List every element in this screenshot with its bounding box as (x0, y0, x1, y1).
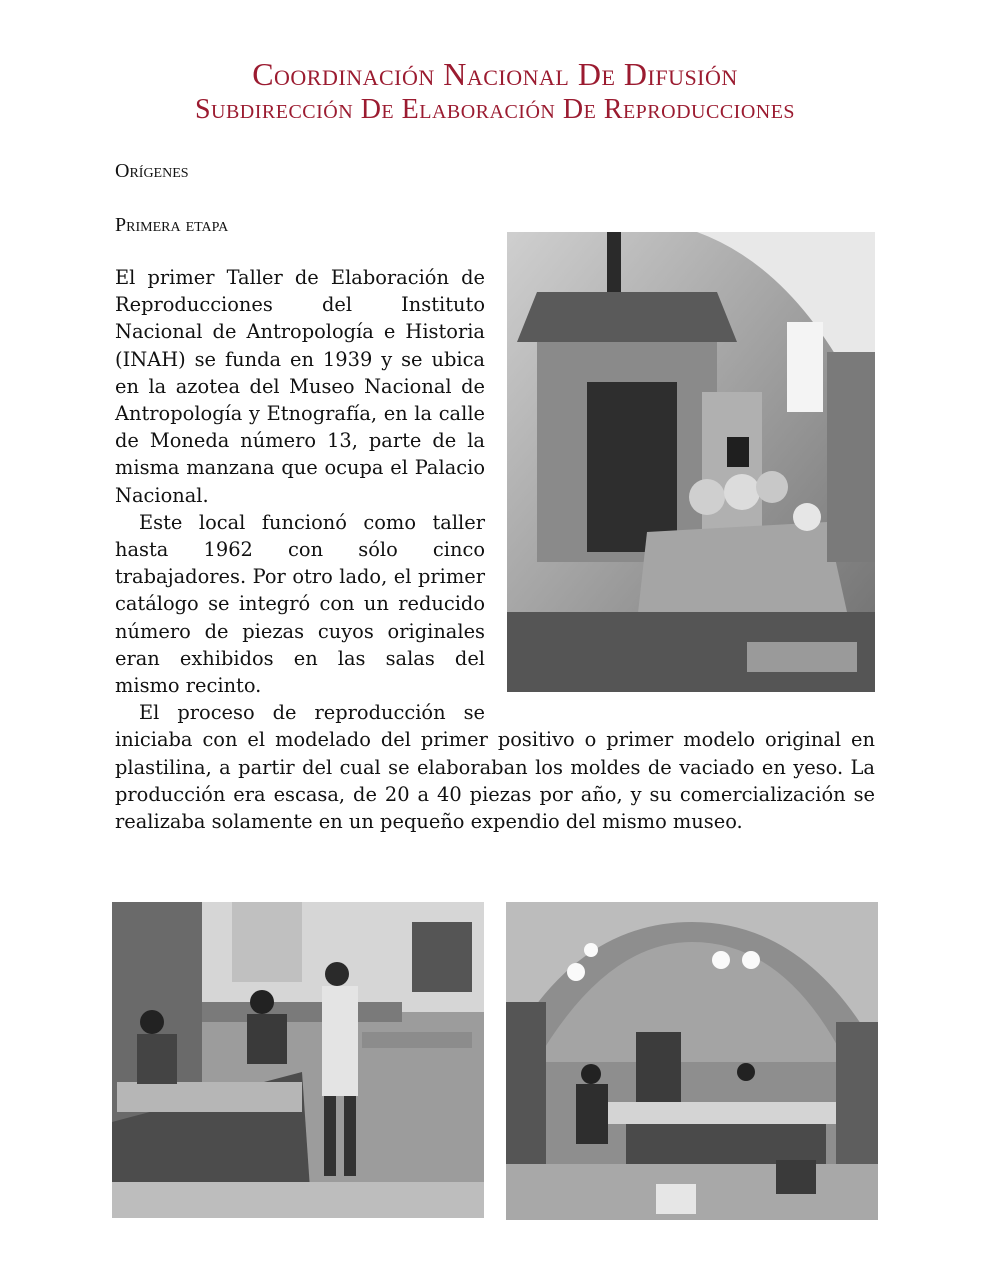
body-text (115, 264, 875, 835)
kiln-photo (507, 232, 875, 692)
page-header (0, 56, 990, 128)
paragraph-2: Este local funcionó como taller hasta 1962 con sólo cinco trabajadores. Por otro lado, el primer catálogo se integró con un reducido número de piezas cuyos originales eran exhibidos en las salas del mismo recinto. (115, 510, 485, 698)
workshop-photo-right (506, 902, 878, 1220)
paragraph-1: El primer Taller de Elaboración de Reproducciones del Instituto Nacional de Antropología e Historia (INAH) se funda en 1939 y se ubica en la azotea del Museo Nacional de Antropología y Etnografía, en la calle de Moneda número 13, parte de la misma manzana que ocupa el Palacio Nacional. (115, 266, 485, 507)
paragraph-3: El proceso de reproducción se iniciaba con el modelado del primer positivo o primer modelo original en plastilina, a partir del cual se elaboraban los moldes de vaciado en yeso. La producción era escasa, de 20 a 40 piezas por año, y su comercialización se realizaba solamente en un pequeño expendio del mismo museo. (115, 701, 875, 834)
section-title: Orígenes (115, 160, 189, 182)
section-subtitle: Primera etapa (115, 214, 229, 236)
workshop-photo-left (112, 902, 484, 1218)
header-subtitle: Subdirección De Elaboración De Reproducciones (194, 94, 796, 125)
header-title: Coordinación Nacional De Difusión (252, 56, 738, 92)
